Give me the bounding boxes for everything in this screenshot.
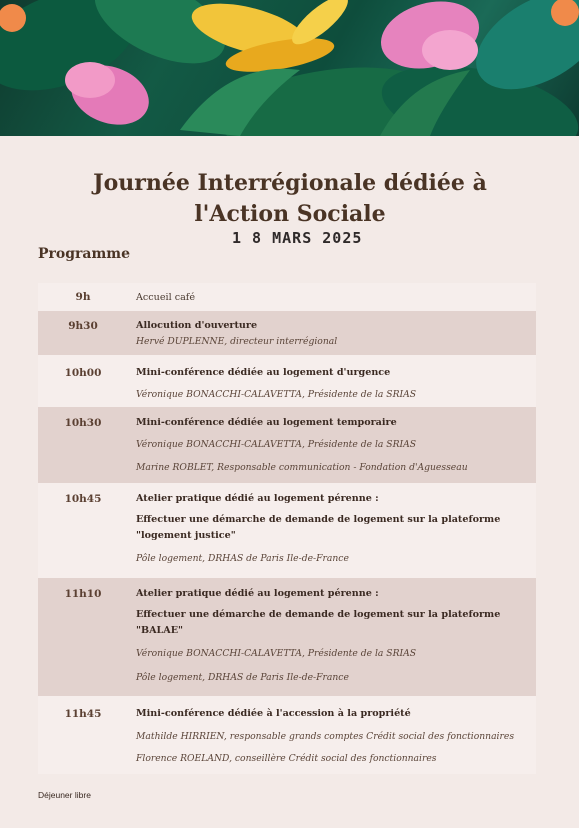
date-stamp: 1 8 MARS 2025 (232, 229, 363, 247)
row-title: "BALAE" (136, 625, 184, 636)
row-speaker: Véronique BONACCHI-CALAVETTA, Présidente de la SRIAS (136, 648, 417, 659)
programme-row (38, 483, 536, 578)
row-title: Effectuer une démarche de demande de logement sur la plateforme (136, 609, 501, 620)
row-speaker: Pôle logement, DRHAS de Paris Ile-de-France (136, 672, 349, 683)
row-time: 9h30 (68, 320, 98, 332)
row-speaker: Véronique BONACCHI-CALAVETTA, Présidente de la SRIAS (136, 439, 417, 450)
row-time: 9h (75, 291, 91, 303)
row-title: Accueil café (136, 292, 196, 303)
programme-row (38, 311, 536, 355)
programme-row (38, 407, 536, 483)
programme-heading: Programme (38, 246, 131, 262)
row-speaker: Mathilde HIRRIEN, responsable grands comptes Crédit social des fonctionnaires (136, 731, 515, 742)
row-title: Atelier pratique dédié au logement pérenne : (136, 493, 379, 504)
tropical-leaves-illustration (0, 0, 579, 136)
footer-note: Déjeuner libre (38, 790, 91, 800)
row-speaker: Pôle logement, DRHAS de Paris Ile-de-France (136, 553, 349, 564)
tropical-banner (0, 0, 579, 136)
row-time: 11h10 (64, 588, 102, 600)
programme-row (38, 355, 536, 407)
row-title: Mini-conférence dédiée à l'accession à la propriété (136, 708, 411, 719)
programme-row (38, 696, 536, 774)
programme-row (38, 578, 536, 696)
row-title: Effectuer une démarche de demande de logement sur la plateforme (136, 514, 501, 525)
row-time: 10h00 (64, 367, 102, 379)
row-speaker: Florence ROELAND, conseillère Crédit social des fonctionnaires (136, 753, 437, 764)
programme-table (38, 283, 536, 774)
programme-row (38, 283, 536, 311)
row-speaker: Véronique BONACCHI-CALAVETTA, Présidente de la SRIAS (136, 389, 417, 400)
row-speaker: Hervé DUPLENNE, directeur interrégional (136, 336, 338, 347)
row-title: Atelier pratique dédié au logement pérenne : (136, 588, 379, 599)
row-speaker: Marine ROBLET, Responsable communication - Fondation d'Aguesseau (136, 462, 468, 473)
row-title: "logement justice" (136, 530, 236, 541)
row-title: Mini-conférence dédiée au logement d'urgence (136, 367, 391, 378)
row-time: 11h45 (64, 708, 102, 720)
row-title: Mini-conférence dédiée au logement temporaire (136, 417, 397, 428)
page-title-line-2: l'Action Sociale (194, 201, 386, 227)
row-title: Allocution d'ouverture (136, 320, 258, 331)
row-time: 10h30 (64, 417, 102, 429)
row-time: 10h45 (64, 493, 102, 505)
page-title-line-1: Journée Interrégionale dédiée à (93, 170, 487, 196)
